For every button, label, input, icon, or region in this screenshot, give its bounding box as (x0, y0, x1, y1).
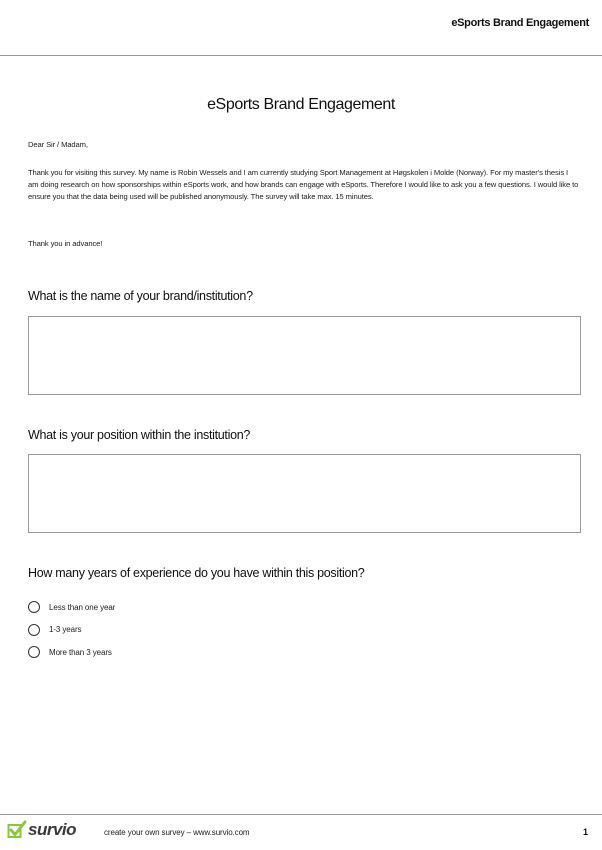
experience-options (28, 596, 115, 664)
option-label: More than 3 years (49, 647, 112, 657)
header-divider (0, 55, 602, 56)
running-header-title: eSports Brand Engagement (451, 17, 589, 29)
page-number: 1 (582, 827, 588, 837)
footer-tagline: create your own survey – www.survio.com (104, 828, 250, 837)
option-label: Less than one year (49, 602, 116, 612)
survio-logo (7, 820, 76, 840)
radio-button[interactable] (28, 624, 40, 636)
question-brand-name: What is the name of your brand/institution? (28, 289, 253, 303)
radio-button[interactable] (28, 646, 40, 658)
logo-wordmark: survio (28, 820, 77, 839)
thanks-text: Thank you in advance! (28, 239, 103, 248)
option-less-than-one-year[interactable] (28, 596, 115, 619)
intro-paragraph: Thank you for visiting this survey. My name is Robin Wessels and I am currently studying Sport Management at Høgskolen i Molde (Norway). For my master's thesis I am doing research on how sponsorships within eSports work, and how brands can engage with eSports. Therefore I would like to ask you a few questions. I would like to ensure you that the data being used will be published anonymously. The survey will take max. 15 minutes. (28, 168, 579, 201)
brand-name-answer-box[interactable] (28, 316, 581, 395)
option-label: 1-3 years (49, 625, 82, 635)
greeting-text: Dear Sir / Madam, (28, 140, 88, 149)
question-position: What is your position within the institution? (28, 428, 251, 442)
footer-divider (0, 814, 602, 815)
option-1-3-years[interactable] (28, 619, 115, 642)
option-more-than-3-years[interactable] (28, 641, 115, 664)
question-years-experience: How many years of experience do you have within this position? (28, 566, 365, 580)
check-icon (7, 820, 27, 840)
radio-button[interactable] (28, 601, 40, 613)
page-title: eSports Brand Engagement (207, 96, 395, 113)
position-answer-box[interactable] (28, 454, 581, 533)
